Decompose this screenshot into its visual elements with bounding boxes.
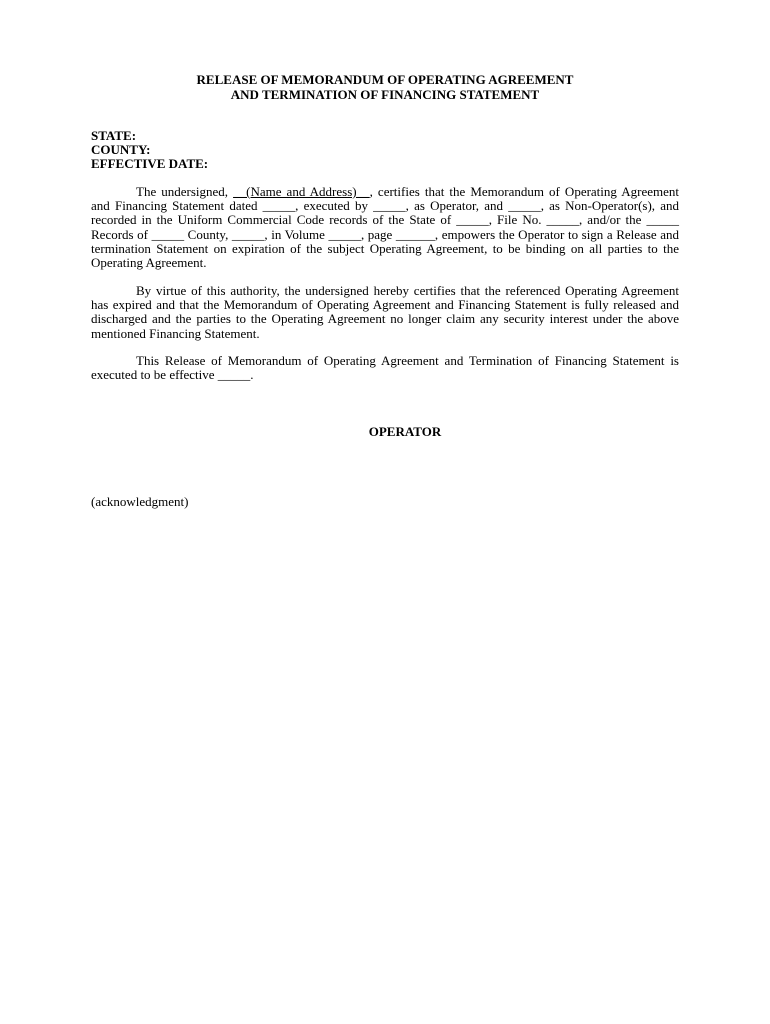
release-paragraph: By virtue of this authority, the undersigned hereby certifies that the referenced Operating Agreement has expired and that the Memorandum of Operating Agreement and Financing Statement is fully released and discharged and the parties to the Operating Agreement no longer claim any security interest under the above mentioned Financing Statement. — [91, 283, 679, 341]
acknowledgment-label: (acknowledgment) — [91, 494, 189, 509]
effective-paragraph: This Release of Memorandum of Operating Agreement and Termination of Financing Statement is executed to be effective _____. — [91, 353, 679, 383]
state-label: STATE: — [91, 128, 137, 143]
paragraph1-body: , certifies that the Memorandum of Operating Agreement and Financing Statement dated _____, executed by _____, as Operator, and _____, as Non-Operator(s), and recorded in the Uniform Commercial Code records of the State of _____, File No. _____, and/or the _____ Records of _____ County, _____, in Volume _____, page ______, empowers the Operator to sign a Release and termination Statement on expiration of the subject Operating Agreement, to be binding on all parties to the Operating Agreement. — [91, 184, 680, 271]
title-line-2: AND TERMINATION OF FINANCING STATEMENT — [230, 87, 540, 102]
paragraph1-lead: The undersigned, — [136, 184, 234, 199]
county-label: COUNTY: — [91, 142, 151, 157]
certification-paragraph — [91, 185, 679, 270]
effective-date-label: EFFECTIVE DATE: — [91, 156, 209, 171]
header-fields — [91, 129, 208, 171]
name-and-address-field: __(Name and Address)__ — [233, 184, 370, 199]
title-line-1: RELEASE OF MEMORANDUM OF OPERATING AGREEMENT — [196, 72, 574, 87]
operator-signature-label: OPERATOR — [368, 424, 442, 439]
document-title — [90, 72, 680, 102]
